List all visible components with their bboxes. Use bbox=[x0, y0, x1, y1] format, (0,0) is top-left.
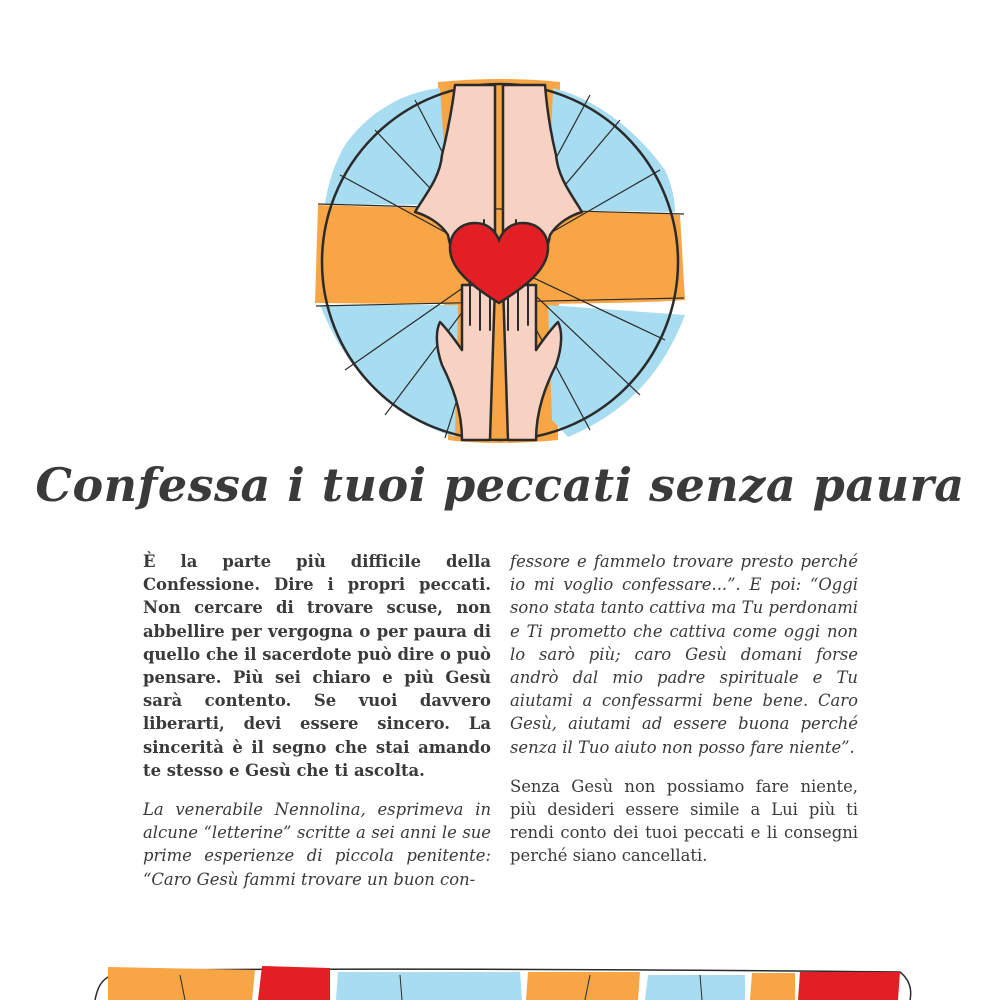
page-title: Confessa i tuoi peccati senza paura bbox=[35, 458, 965, 512]
quote-paragraph-start: La venerabile Nennolina, esprimeva in alcune “letterine” scritte a sei anni le sue prime esperienze di piccola penitente: “Caro Gesù fammi trovare un buon con- bbox=[143, 800, 491, 889]
bunting-flags-icon bbox=[0, 955, 1000, 1000]
text-column-left bbox=[143, 550, 491, 907]
text-column-right bbox=[510, 550, 858, 884]
closing-paragraph: Senza Gesù non possiamo fare niente, più desideri essere simile a Lui più ti rendi conto dei tuoi peccati e li consegni perché siano cancellati. bbox=[510, 776, 858, 866]
quote-paragraph-end: fessore e fammelo trovare presto perché io mi voglio confessare...”. E poi: “Oggi sono stata tanto cattiva ma Tu perdonami e Ti prometto che cattiva come oggi non lo sarò più; caro Gesù domani forse andrò dal mio padre spirituale e Tu aiutami a confessarmi bene bene. Caro Gesù, aiutami ad essere buona perché senza il Tuo aiuto non posso fare niente”. bbox=[510, 552, 858, 757]
intro-paragraph: È la parte più difficile della Confessione. Dire i propri peccati. Non cercare di trovare scuse, non abbellire per vergogna o per paura di quello che il sacerdote può dire o può pensare. Più sei chiaro e più Gesù sarà contento. Se vuoi davvero liberarti, devi essere sincero. La sincerità è il segno che stai amando te stesso e Gesù che ti ascolta. bbox=[143, 552, 491, 780]
hands-heart-icon bbox=[300, 75, 700, 445]
